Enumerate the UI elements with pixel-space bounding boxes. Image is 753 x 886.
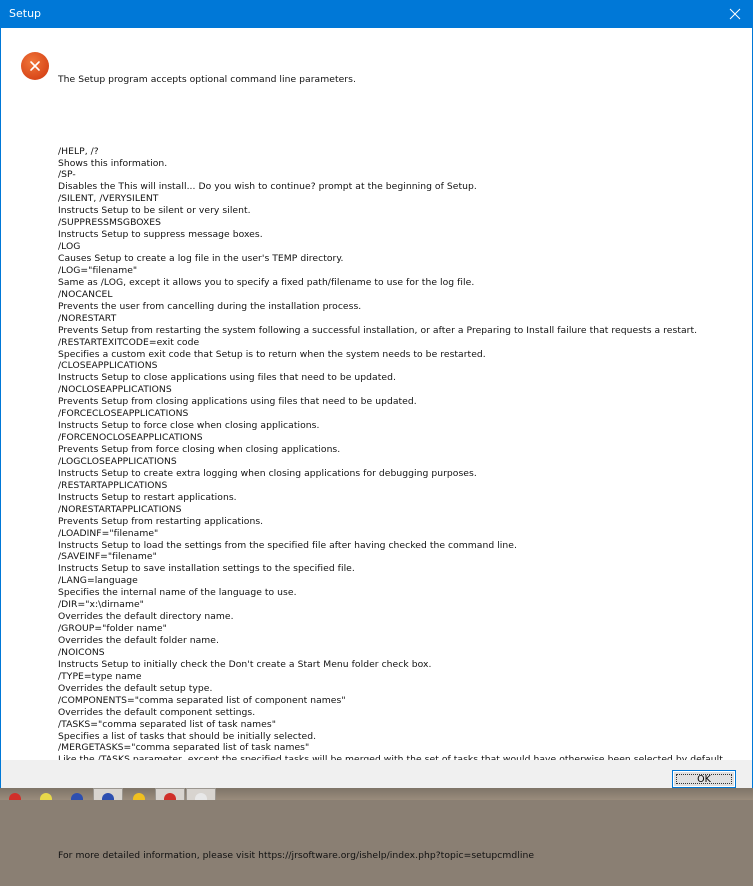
- close-button[interactable]: [718, 0, 752, 28]
- parameter-switch: /HELP, /?: [58, 145, 99, 157]
- title-bar[interactable]: [1, 0, 752, 28]
- taskbar-app-1[interactable]: [0, 788, 30, 800]
- app-icon: [102, 793, 114, 800]
- parameter-switch: /DIR="x:\dirname": [58, 599, 144, 611]
- parameter-description: Instructs Setup to initially check the Don't create a Start Menu folder check box.: [58, 658, 432, 670]
- parameter-description: Specifies the internal name of the language to use.: [58, 587, 297, 599]
- taskbar-app-3[interactable]: [62, 788, 92, 800]
- app-icon: [133, 793, 145, 800]
- parameter-switch: /LOADINF="filename": [58, 527, 159, 539]
- app-icon: [40, 793, 52, 800]
- parameter-description: Causes Setup to create a log file in the user's TEMP directory.: [58, 253, 344, 265]
- taskbar-app-7[interactable]: [186, 788, 216, 800]
- parameter-switch: /NORESTARTAPPLICATIONS: [58, 503, 182, 515]
- spacer: [58, 110, 748, 122]
- parameter-switch: /NORESTART: [58, 312, 117, 324]
- message-intro: The Setup program accepts optional command line parameters.: [58, 73, 356, 85]
- parameter-switch: /LOGCLOSEAPPLICATIONS: [58, 455, 177, 467]
- taskbar: [0, 788, 753, 800]
- parameter-description: Instructs Setup to be silent or very silent.: [58, 205, 251, 217]
- parameter-description: Instructs Setup to close applications using files that need to be updated.: [58, 372, 396, 384]
- error-icon: [21, 52, 49, 80]
- button-bar: [1, 760, 752, 788]
- parameter-switch: /SP-: [58, 169, 76, 181]
- parameter-switch: /SUPPRESSMSGBOXES: [58, 217, 162, 229]
- parameter-switch: /NOCANCEL: [58, 288, 113, 300]
- app-icon: [164, 793, 176, 800]
- parameter-description: Instructs Setup to restart applications.: [58, 491, 237, 503]
- parameter-switch: /RESTARTAPPLICATIONS: [58, 479, 168, 491]
- parameter-description: Instructs Setup to load the settings from the specified file after having checked the command line.: [58, 539, 517, 551]
- parameter-switch: /FORCENOCLOSEAPPLICATIONS: [58, 432, 203, 444]
- taskbar-app-4[interactable]: [93, 788, 123, 800]
- ok-button[interactable]: [672, 770, 736, 788]
- parameter-description: Overrides the default folder name.: [58, 635, 219, 647]
- window-title: Setup: [9, 7, 42, 20]
- parameter-switch: /GROUP="folder name": [58, 623, 167, 635]
- app-icon: [195, 793, 207, 800]
- parameter-switch: /FORCECLOSEAPPLICATIONS: [58, 408, 189, 420]
- taskbar-app-6[interactable]: [155, 788, 185, 800]
- parameter-switch: /LOG="filename": [58, 264, 138, 276]
- parameter-description: Instructs Setup to force close when closing applications.: [58, 420, 320, 432]
- parameter-description: Prevents Setup from restarting applications.: [58, 515, 264, 527]
- parameter-description: Specifies a list of tasks that should be initially selected.: [58, 730, 317, 742]
- parameter-switch: /LOG: [58, 241, 81, 253]
- app-icon: [71, 793, 83, 800]
- parameter-switch: /NOCLOSEAPPLICATIONS: [58, 384, 172, 396]
- parameter-switch: /SILENT, /VERYSILENT: [58, 193, 159, 205]
- parameter-switch: /COMPONENTS="comma separated list of component names": [58, 694, 346, 706]
- more-info-text: For more detailed information, please visit https://jrsoftware.org/ishelp/index.php?topic=setupcmdline: [58, 849, 535, 861]
- parameter-description: Prevents Setup from restarting the system following a successful installation, or after a Preparing to Install failure that requests a restart.: [58, 324, 698, 336]
- parameter-switch: /TYPE=type name: [58, 670, 142, 682]
- parameter-description: Shows this information.: [58, 157, 168, 169]
- parameter-description: Overrides the default component settings.: [58, 706, 256, 718]
- parameter-description: Specifies a custom exit code that Setup is to return when the system needs to be restarted.: [58, 348, 486, 360]
- parameter-switch: /CLOSEAPPLICATIONS: [58, 360, 158, 372]
- parameter-switch: /NOICONS: [58, 646, 105, 658]
- parameter-description: Instructs Setup to create extra logging when closing applications for debugging purposes.: [58, 467, 477, 479]
- parameter-description: Instructs Setup to suppress message boxes.: [58, 229, 263, 241]
- parameter-description: Overrides the default directory name.: [58, 611, 234, 623]
- focus-rectangle: [676, 774, 732, 784]
- parameter-switch: /RESTARTEXITCODE=exit code: [58, 336, 200, 348]
- parameter-description: Prevents Setup from closing applications using files that need to be updated.: [58, 396, 417, 408]
- parameter-switch: /TASKS="comma separated list of task names": [58, 718, 276, 730]
- parameter-list: [58, 146, 748, 791]
- spacer: [58, 814, 748, 826]
- parameter-switch: /MERGETASKS="comma separated list of task names": [58, 742, 310, 754]
- parameter-description: Instructs Setup to save installation settings to the specified file.: [58, 563, 355, 575]
- ok-button-label: OK: [697, 773, 711, 785]
- parameter-description: Same as /LOG, except it allows you to specify a fixed path/filename to use for the log file.: [58, 276, 475, 288]
- parameter-description: Overrides the default setup type.: [58, 682, 213, 694]
- parameter-switch: /LANG=language: [58, 575, 138, 587]
- parameter-switch: /SAVEINF="filename": [58, 551, 157, 563]
- taskbar-app-2[interactable]: [31, 788, 61, 800]
- parameter-description: Prevents the user from cancelling during the installation process.: [58, 300, 362, 312]
- parameter-description: Prevents Setup from force closing when closing applications.: [58, 444, 341, 456]
- taskbar-app-5[interactable]: [124, 788, 154, 800]
- close-icon: [729, 5, 741, 24]
- parameter-description: Disables the This will install... Do you wish to continue? prompt at the beginning of Setup.: [58, 181, 477, 193]
- app-icon: [9, 793, 21, 800]
